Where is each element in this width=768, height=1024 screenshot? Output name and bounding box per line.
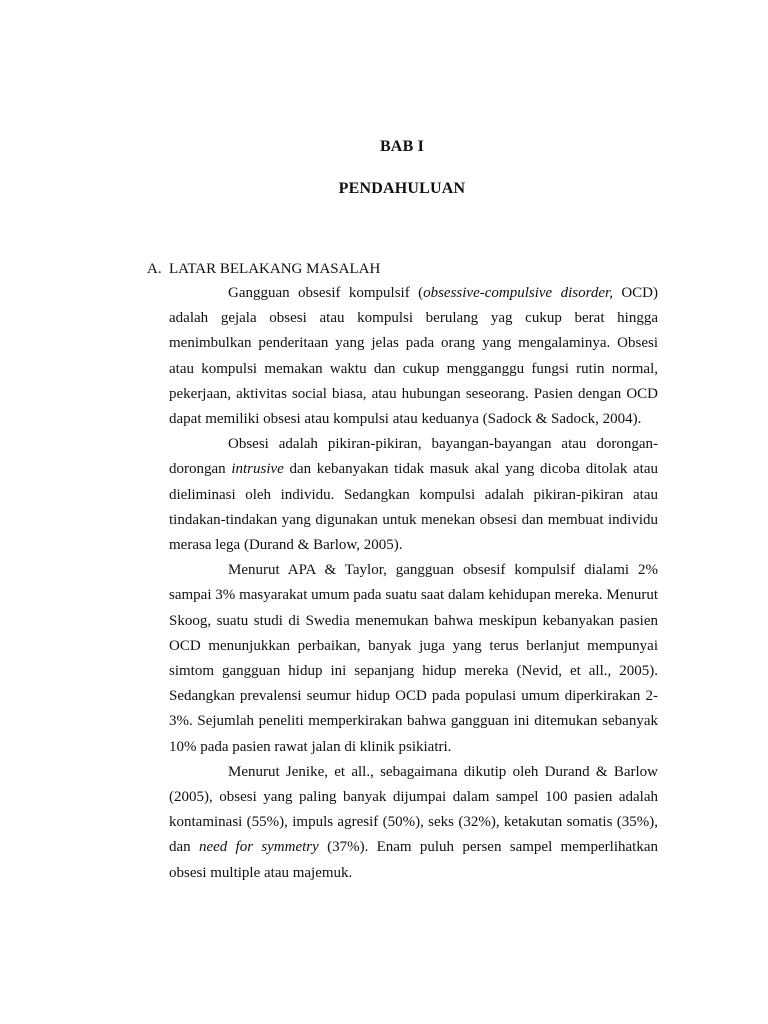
- paragraph: [169, 432, 658, 558]
- paragraph-text: Gangguan obsesif kompulsif (: [228, 285, 424, 301]
- paragraph-text: Obsesi adalah pikiran-pikiran, bayangan-bayangan atau dorongan-dorongan: [169, 436, 658, 478]
- paragraph-text: Menurut Jenike, et all., sebagaimana dikutip oleh Durand & Barlow (2005), obsesi yang paling banyak dijumpai dalam sampel 100 pasien adalah kontaminasi (55%), impuls agresif (50%), seks (32%), ketakutan somatis (35%), dan: [169, 763, 658, 856]
- chapter-title: PENDAHULUAN: [338, 180, 466, 197]
- paragraph: [169, 558, 658, 760]
- paragraph-text: Menurut APA & Taylor, gangguan obsesif kompulsif dialami 2% sampai 3% masyarakat umum pada suatu saat dalam kehidupan mereka. Menurut Skoog, suatu studi di Swedia menemukan bahwa meskipun kebanyakan pasien OCD menunjukkan perbaikan, banyak juga yang terus berlanjut mempunyai simtom gangguan hidup ini sepanjang hidup mereka (Nevid, et all., 2005). Sedangkan prevalensi seumur hidup OCD pada populasi umum diperkirakan 2-3%. Sejumlah peneliti memperkirakan bahwa gangguan ini ditemukan sebanyak 10% pada pasien rawat jalan di klinik psikiatri.: [169, 562, 658, 755]
- paragraph-text: dan kebanyakan tidak masuk akal yang dicoba ditolak atau dieliminasi oleh individu. Sedangkan kompulsi adalah pikiran-pikiran atau tindakan-tindakan yang digunakan untuk menekan obsesi dan membuat individu merasa lega (Durand & Barlow, 2005).: [169, 461, 659, 554]
- paragraph-italic-text: obsessive-compulsive disorder,: [423, 285, 613, 301]
- paragraph-italic-text: intrusive: [231, 461, 284, 478]
- paragraph: [169, 281, 658, 432]
- paragraph-text: (37%). Enam puluh persen sampel memperlihatkan obsesi multiple atau majemuk.: [169, 839, 658, 881]
- section-title: LATAR BELAKANG MASALAH: [169, 261, 381, 277]
- paragraph-italic-text: need for symmetry: [198, 839, 319, 856]
- paragraph: [169, 760, 658, 886]
- paragraph-text: OCD) adalah gejala obsesi atau kompulsi berulang yag cukup berat hingga menimbulkan penderitaan yang jelas pada orang yang mengalaminya. Obsesi atau kompulsi memakan waktu dan cukup mengganggu fungsi rutin normal, pekerjaan, aktivitas social biasa, atau hubungan seseorang. Pasien dengan OCD dapat memiliki obsesi atau kompulsi atau keduanya (Sadock & Sadock, 2004).: [169, 285, 659, 428]
- body-text: [169, 281, 658, 886]
- section-heading: [147, 257, 380, 281]
- chapter-heading: BAB I: [379, 138, 425, 155]
- section-marker: A.: [147, 261, 162, 277]
